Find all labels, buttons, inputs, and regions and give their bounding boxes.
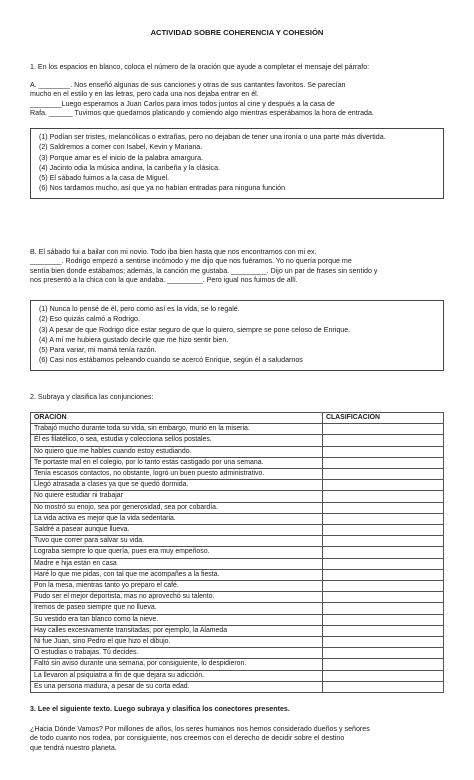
classification-cell[interactable]	[323, 525, 444, 536]
classification-cell[interactable]	[323, 670, 444, 681]
option-item: (6) Casi nos estábamos peleando cuando se acercó Enrique, según él a saludarnos	[39, 356, 303, 365]
classification-cell[interactable]	[323, 592, 444, 603]
table-row	[31, 525, 444, 536]
paragraph-b-line: ________. Rodrigo empezó a sentirse incómodo y me dijo que nos fuéramos. Yo no quería porque me	[30, 257, 352, 266]
table-row	[31, 424, 444, 435]
classification-cell[interactable]	[323, 603, 444, 614]
classification-cell[interactable]	[323, 536, 444, 547]
classification-cell[interactable]	[323, 502, 444, 513]
classification-cell[interactable]	[323, 457, 444, 468]
sentence-cell: Faltó sin aviso durante una semana, por consiguiente, lo despidieron.	[31, 659, 323, 670]
option-item: (1) Podían ser tristes, melancólicas o extrañas, pero no dejaban de tener una ironía o una parte más divertida.	[39, 133, 386, 141]
classification-cell[interactable]	[323, 637, 444, 648]
classification-cell[interactable]	[323, 435, 444, 446]
table-row	[31, 681, 444, 692]
classification-cell[interactable]	[323, 491, 444, 502]
table-row	[31, 625, 444, 636]
classification-cell[interactable]	[323, 558, 444, 569]
table-row	[31, 670, 444, 681]
classification-cell[interactable]	[323, 648, 444, 659]
instruction-2: 2. Subraya y clasifica las conjunciones:	[30, 393, 154, 401]
sentence-cell: Pon la mesa, mientras tanto yo preparo el café.	[31, 581, 323, 592]
header-oracion: ORACIÓN	[31, 413, 323, 424]
classification-cell[interactable]	[323, 581, 444, 592]
table-row	[31, 435, 444, 446]
option-item: (3) Porque amar es el inicio de la palabra amargura.	[39, 153, 204, 162]
table-row	[31, 603, 444, 614]
sentence-cell: Tenía escasos contactos, no obstante, logró un buen puesto administrativo.	[31, 469, 323, 480]
classification-cell[interactable]	[323, 625, 444, 636]
classification-cell[interactable]	[323, 614, 444, 625]
sentence-cell: Pudo ser el mejor deportista, mas no aprovechó su talento.	[31, 592, 323, 603]
option-item: (4) Jacinto odia la música andina, la caribeña y la clásica.	[39, 163, 220, 172]
classification-cell[interactable]	[323, 569, 444, 580]
paragraph-c	[30, 725, 444, 753]
paragraph-b-line: nos presentó a la chica con la que andaba. _________. Pero igual nos fuimos de allí.	[30, 276, 298, 285]
table-row	[31, 569, 444, 580]
table-row	[31, 536, 444, 547]
instruction-1: 1. En los espacios en blanco, coloca el número de la oración que ayude a completar el mensaje del párrafo:	[30, 63, 370, 71]
paragraph-b-line: sentía bien donde estábamos; además, la canción me gustaba. _________. Dijo un par de frases sin sentido y	[30, 266, 378, 275]
option-item: (2) Saldremos a comer con Isabel, Kevin y Mariana.	[39, 143, 203, 152]
classification-cell[interactable]	[323, 681, 444, 692]
table-row	[31, 659, 444, 670]
paragraph-a-line: A. ________. Nos enseñó algunas de sus canciones y otras de sus cantantes favoritos. Se parecían	[30, 81, 346, 89]
paragraph-c-line: ¿Hacia Dónde Vamos? Por millones de años, los seres humanos nos hemos considerado dueños y señores	[30, 725, 370, 733]
sentence-cell: No mostró su enojo, sea por generosidad, sea por cobardía.	[31, 502, 323, 513]
table-row	[31, 480, 444, 491]
sentence-cell: Lograba siempre lo que quería, pues era muy empeñoso.	[31, 547, 323, 558]
sentence-cell: Ni fue Juan, sino Pedro el que hizo el dibujo.	[31, 637, 323, 648]
option-item: (5) Para variar, mi mamá tenía razón.	[39, 346, 157, 355]
table-row	[31, 592, 444, 603]
paragraph-b	[30, 248, 444, 285]
options-box-b	[30, 300, 444, 371]
header-clasificacion: CLASIFICACIÓN	[323, 413, 444, 424]
table-row	[31, 637, 444, 648]
paragraph-a-line: Rafa. ______ Tuvimos que quedarnos platicando y comiendo algo mientras esperábamos la hora de entrada.	[30, 109, 374, 118]
sentence-cell: La vida activa es mejor que la vida sedentaria.	[31, 513, 323, 524]
page-title: ACTIVIDAD SOBRE COHERENCIA Y COHESIÓN	[150, 28, 324, 37]
table-row	[31, 446, 444, 457]
option-item: (5) El sábado fuimos a la casa de Miguel.	[39, 174, 170, 183]
option-item: (3) A pesar de que Rodrigo dice estar seguro de que lo quiero, siempre se pone celoso de Enrique.	[39, 325, 351, 334]
table-row	[31, 614, 444, 625]
paragraph-c-line: que tendrá nuestro planeta.	[30, 743, 117, 752]
options-box-a	[30, 128, 444, 199]
option-item: (6) Nos tardamos mucho, así que ya no habían entradas para ninguna función	[39, 184, 286, 193]
sentence-cell: Su vestido era tan blanco como la nieve.	[31, 614, 323, 625]
table-header-row	[31, 413, 444, 424]
option-item: (2) Eso quizás calmó a Rodrigo.	[39, 315, 140, 324]
option-item: (1) Nunca lo pensé de él, pero como así es la vida, se lo regalé.	[39, 305, 240, 313]
paragraph-c-line: de todo cuanto nos rodea, por consiguiente, nos creemos con el derecho de decidir sobre el destino	[30, 734, 345, 743]
sentence-cell: No quiero que me hables cuando estoy estudiando.	[31, 446, 323, 457]
sentence-cell: Madre e hija están en casa	[31, 558, 323, 569]
table-row	[31, 558, 444, 569]
classification-cell[interactable]	[323, 547, 444, 558]
table-row	[31, 502, 444, 513]
paragraph-a-line: mucho en el estilo y en las letras, pero cada una nos dejaba entrar en él.	[30, 90, 259, 99]
paragraph-a	[30, 81, 444, 118]
table-row	[31, 469, 444, 480]
sentence-cell: Iremos de paseo siempre que no llueva.	[31, 603, 323, 614]
instruction-3: 3. Lee el siguiente texto. Luego subraya y clasifica los conectores presentes.	[30, 705, 290, 713]
table-row	[31, 491, 444, 502]
sentence-cell: Haré lo que me pidas, con tal que me acompañes a la fiesta.	[31, 569, 323, 580]
sentence-cell: No quiere estudiar ni trabajar	[31, 491, 323, 502]
paragraph-b-line: B. El sábado fui a bailar con mi novio. Todo iba bien hasta que nos encontramos con mi ex.	[30, 248, 317, 256]
option-item: (4) A mí me hubiera gustado decirle que me hizo sentir bien.	[39, 335, 229, 344]
sentence-cell: Es una persona madura, a pesar de su corta edad.	[31, 681, 323, 692]
table-row	[31, 513, 444, 524]
paragraph-a-line: ________Luego esperamos a Juan Carlos para irnos todos juntos al cine y después a la casa de	[30, 99, 335, 108]
table-row	[31, 547, 444, 558]
classification-cell[interactable]	[323, 424, 444, 435]
sentence-cell: Te portaste mal en el colegio, por lo tanto estás castigado por una semana.	[31, 457, 323, 468]
classification-cell[interactable]	[323, 659, 444, 670]
table-row	[31, 648, 444, 659]
conjunctions-table	[30, 412, 444, 693]
classification-cell[interactable]	[323, 469, 444, 480]
table-row	[31, 457, 444, 468]
sentence-cell: Trabajó mucho durante toda su vida, sin embargo, murió en la miseria.	[31, 424, 323, 435]
sentence-cell: Tuvo que correr para salvar su vida.	[31, 536, 323, 547]
sentence-cell: La llevaron al psiquiatra a fin de que dejara su adicción.	[31, 670, 323, 681]
sentence-cell: O estudias o trabajas. Tú decides.	[31, 648, 323, 659]
classification-cell[interactable]	[323, 513, 444, 524]
sentence-cell: Hay calles excesivamente transitadas, por ejemplo, la Alameda	[31, 625, 323, 636]
sentence-cell: Él es filatélico, o sea, estudia y colecciona sellos postales.	[31, 435, 323, 446]
classification-cell[interactable]	[323, 480, 444, 491]
classification-cell[interactable]	[323, 446, 444, 457]
sentence-cell: Saldré a pasear aunque llueva.	[31, 525, 323, 536]
sentence-cell: Llegó atrasada a clases ya que se quedó dormida.	[31, 480, 323, 491]
table-row	[31, 581, 444, 592]
